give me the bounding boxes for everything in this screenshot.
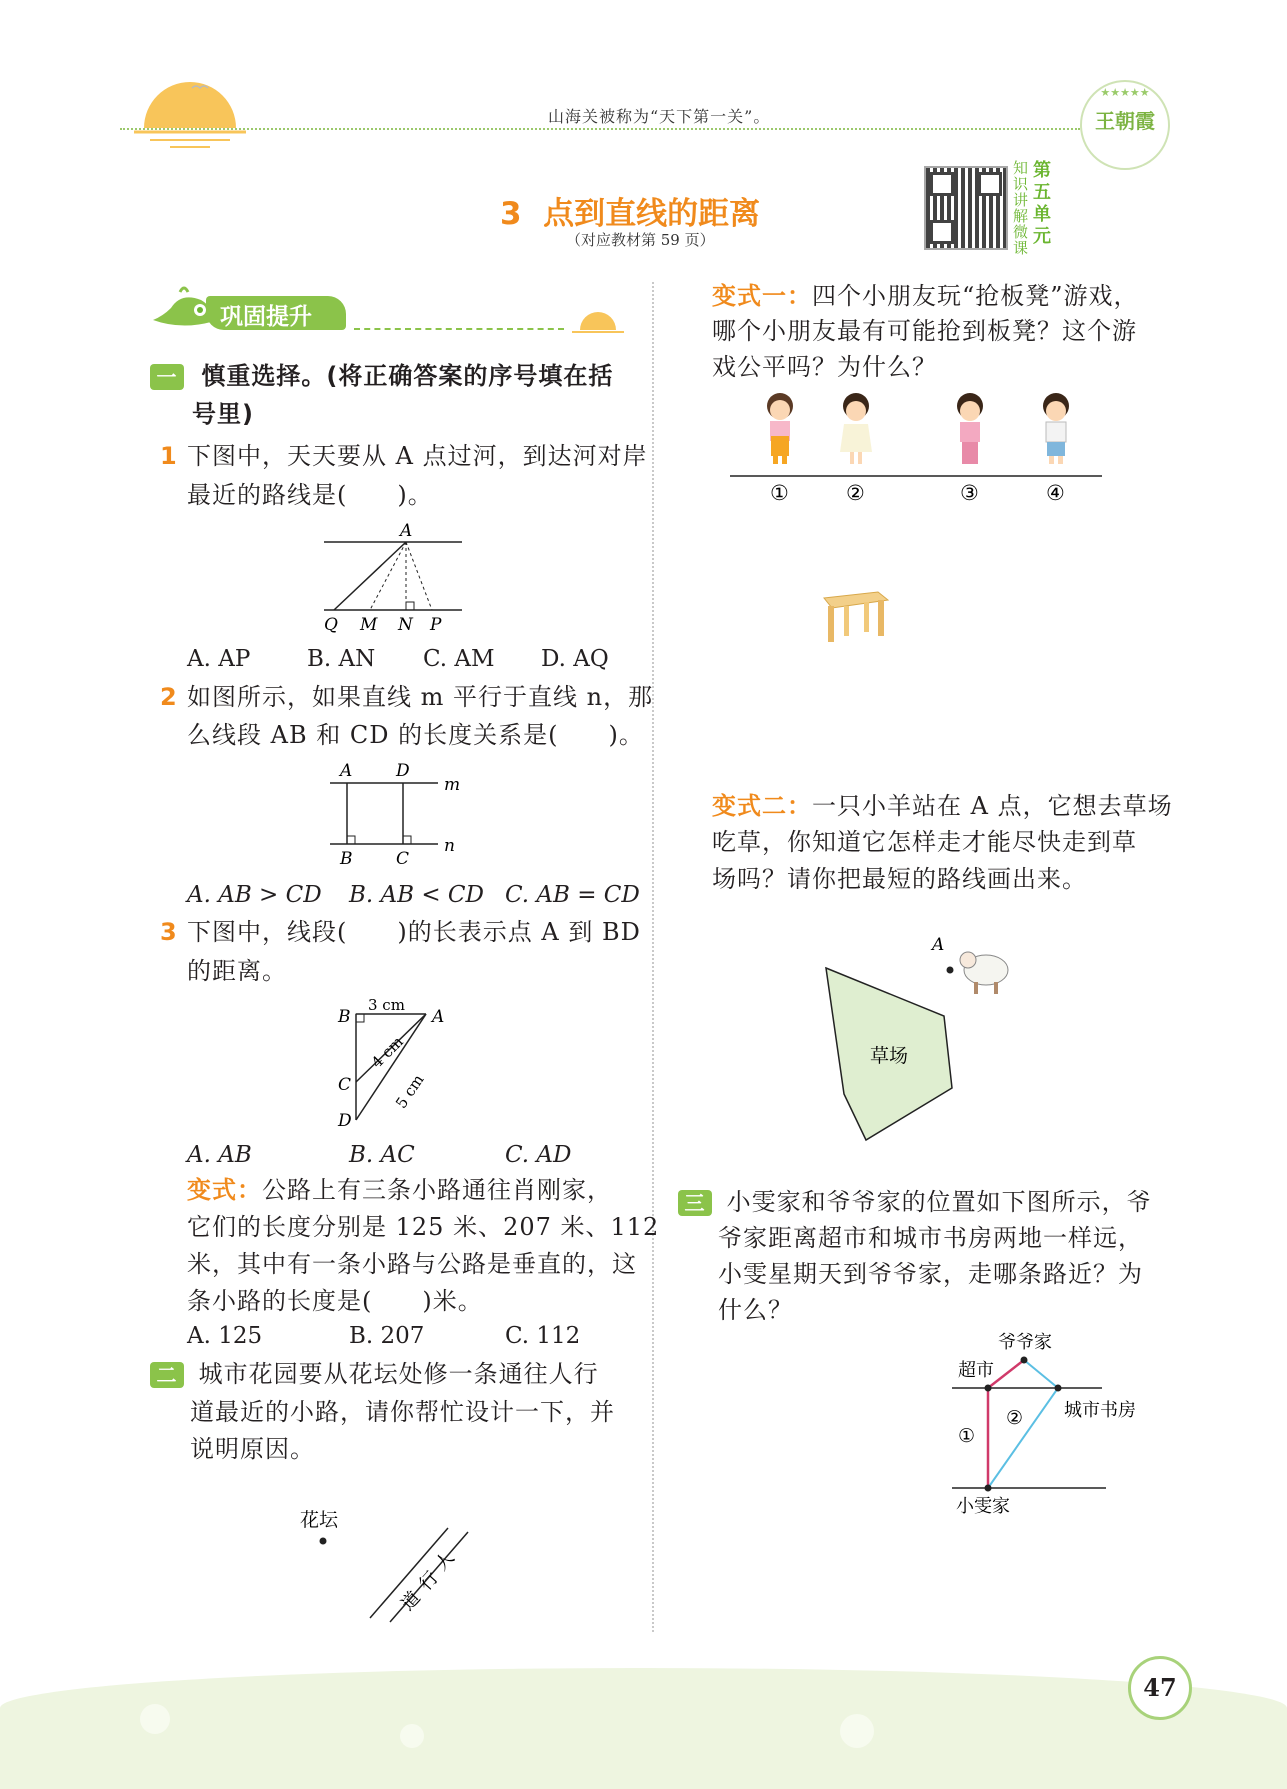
section1-heading-line1: 慎重选择。(将正确答案的序号填在括 xyxy=(201,362,614,390)
q1-label-m: M xyxy=(360,615,378,635)
q3-label-a: A xyxy=(432,1007,445,1027)
q2-line1: 如图所示，如果直线 m 平行于直线 n，那 xyxy=(187,683,654,711)
city-study-label: 城市书房 xyxy=(1064,1400,1136,1421)
section1-badge: 一 xyxy=(150,364,184,390)
q1-line1: 下图中，天天要从 A 点过河，到达河对岸 xyxy=(187,442,648,470)
q2-label-b: B xyxy=(340,849,353,868)
q2-label-a: A xyxy=(340,761,353,781)
q2-label-d: D xyxy=(396,761,410,781)
v1-line2: 哪个小朋友最有可能抢到板凳？这个游 xyxy=(712,317,1137,345)
q2-option-a[interactable]: A. AB > CD xyxy=(187,882,322,908)
q3-option-b[interactable]: B. AC xyxy=(349,1142,415,1168)
route-2-label: ② xyxy=(1006,1407,1024,1429)
q1-option-c[interactable]: C. AM xyxy=(423,646,495,672)
kid-4-icon xyxy=(1043,393,1069,464)
logo-text: 王朝霞 xyxy=(1095,109,1155,133)
supermarket-label: 超市 xyxy=(958,1360,994,1381)
variant-option-a[interactable]: A. 125 xyxy=(187,1323,263,1349)
variant-line3: 米，其中有一条小路与公路是垂直的，这 xyxy=(187,1250,637,1278)
variant-option-b[interactable]: B. 207 xyxy=(349,1323,425,1349)
kid-1-icon xyxy=(767,393,793,464)
grassland-figure xyxy=(820,930,1020,1150)
kid-label-3: ③ xyxy=(960,481,979,505)
xiaowen-home-label: 小雯家 xyxy=(956,1496,1010,1517)
q3-option-a[interactable]: A. AB xyxy=(187,1142,252,1168)
v2-line1: 变式二：一只小羊站在 A 点，它想去草场 xyxy=(712,792,1173,820)
v1-line3: 戏公平吗？为什么？ xyxy=(712,353,937,381)
kid-3-icon xyxy=(957,393,983,464)
q3-label-5cm: 5 cm xyxy=(391,1071,428,1112)
variant-line4: 条小路的长度是( )米。 xyxy=(187,1287,483,1315)
section-banner xyxy=(148,280,638,340)
q3-label-b: B xyxy=(338,1007,351,1027)
page-number-circle xyxy=(1128,1656,1192,1720)
qr-note-col1: 知 识 讲 解 微 课 xyxy=(1013,159,1029,257)
v2-label: 变式二： xyxy=(712,792,812,820)
section3-line3: 小雯星期天到爷爷家，走哪条路近？为 xyxy=(718,1260,1143,1288)
q1-line2: 最近的路线是( )。 xyxy=(187,481,433,509)
q1-label-p: P xyxy=(430,615,442,635)
q1-label-n: N xyxy=(398,615,413,635)
q2-label-c: C xyxy=(396,849,410,868)
q1-label-a: A xyxy=(400,521,413,541)
publisher-logo: ★★★★★ 王朝霞 xyxy=(1080,80,1170,170)
column-divider xyxy=(652,282,654,1632)
q3-label-d: D xyxy=(338,1111,352,1131)
variant-line1: 变式：公路上有三条小路通往肖刚家， xyxy=(187,1176,612,1204)
q1-figure xyxy=(310,520,470,640)
banner-label: 巩固提升 xyxy=(220,304,312,330)
q3-label-3cm: 3 cm xyxy=(368,996,405,1014)
header-motto: 山海关被称为“天下第一关”。 xyxy=(548,107,771,126)
qr-code[interactable] xyxy=(924,166,1008,250)
qr-note-col2: 第 五 单 元 xyxy=(1033,160,1051,247)
stool-icon xyxy=(818,588,892,648)
section3-line2: 爷家距离超市和城市书房两地一样远， xyxy=(718,1224,1143,1252)
banner-pill xyxy=(206,296,346,330)
q1-label-q: Q xyxy=(324,615,338,635)
header xyxy=(0,0,1287,160)
section3-line4: 什么？ xyxy=(718,1296,793,1324)
variant-line2: 它们的长度分别是 125 米、207 米、112 xyxy=(187,1213,660,1241)
sheep-icon xyxy=(960,952,1008,994)
variant-option-c[interactable]: C. 112 xyxy=(505,1323,581,1349)
v2-line3: 场吗？请你把最短的路线画出来。 xyxy=(712,865,1087,893)
q3-line1: 下图中，线段( )的长表示点 A 到 BD xyxy=(187,918,641,946)
section2-line2: 道最近的小路，请你帮忙设计一下，并 xyxy=(190,1398,615,1426)
kid-label-4: ④ xyxy=(1046,481,1065,505)
q2-label-n: n xyxy=(444,836,455,856)
q1-number: 1 xyxy=(160,442,178,470)
section2-line1: 二 城市花园要从花坛处修一条通往人行 xyxy=(150,1356,599,1393)
page-subtitle: （对应教材第 59 页） xyxy=(566,231,715,249)
kid-label-2: ② xyxy=(846,481,865,505)
section2-figure xyxy=(290,1500,490,1630)
kid-label-1: ① xyxy=(770,481,789,505)
v1-label: 变式一： xyxy=(712,282,812,310)
v1-line1: 变式一：四个小朋友玩“抢板凳”游戏， xyxy=(712,282,1139,310)
small-sun-icon xyxy=(568,300,628,340)
route-figure xyxy=(942,1320,1182,1520)
q2-option-b[interactable]: B. AB < CD xyxy=(349,882,484,908)
q3-label-c: C xyxy=(338,1075,352,1095)
section2-line3: 说明原因。 xyxy=(190,1435,315,1463)
route-1-label: ① xyxy=(958,1425,976,1447)
footer-dots xyxy=(0,1680,1287,1780)
q3-line2: 的距离。 xyxy=(187,957,287,985)
flowerbed-label: 花坛 xyxy=(300,1509,339,1531)
page-number: 47 xyxy=(1143,1673,1177,1702)
q3-label-4cm: 4 cm xyxy=(367,1032,407,1072)
v2-line2: 吃草，你知道它怎样走才能尽快走到草 xyxy=(712,828,1137,856)
grandpa-home-label: 爷爷家 xyxy=(998,1332,1052,1353)
q3-option-c[interactable]: C. AD xyxy=(505,1142,572,1168)
section2-badge: 二 xyxy=(150,1362,184,1388)
sidewalk-label-3: 道 xyxy=(397,1587,425,1615)
sidewalk-label-1: 人 xyxy=(431,1547,459,1575)
variant-label: 变式： xyxy=(187,1176,262,1204)
q2-figure xyxy=(320,758,470,868)
q2-line2: 么线段 AB 和 CD 的长度关系是( )。 xyxy=(187,721,644,749)
q1-option-a[interactable]: A. AP xyxy=(187,646,251,672)
section3-line1: 三 小雯家和爷爷家的位置如下图所示，爷 xyxy=(678,1184,1152,1221)
section1-heading xyxy=(150,358,650,395)
sun-decoration-icon xyxy=(130,70,250,150)
section3-badge: 三 xyxy=(678,1190,712,1216)
q2-option-c[interactable]: C. AB = CD xyxy=(505,882,640,908)
q2-number: 2 xyxy=(160,683,178,711)
section1-heading-line2: 号里) xyxy=(192,400,254,428)
kids-figure xyxy=(726,388,1106,508)
q1-option-b[interactable]: B. AN xyxy=(307,646,376,672)
q1-option-d[interactable]: D. AQ xyxy=(541,646,609,672)
q3-number: 3 xyxy=(160,918,178,946)
q3-figure xyxy=(330,996,460,1136)
kid-2-icon xyxy=(840,393,872,464)
grassland-label: 草场 xyxy=(870,1045,909,1067)
q2-label-m: m xyxy=(444,775,461,795)
sidewalk-label-2: 行 xyxy=(415,1567,443,1595)
point-a-label: A xyxy=(932,935,945,955)
page-title: 3 点到直线的距离 xyxy=(500,196,761,232)
